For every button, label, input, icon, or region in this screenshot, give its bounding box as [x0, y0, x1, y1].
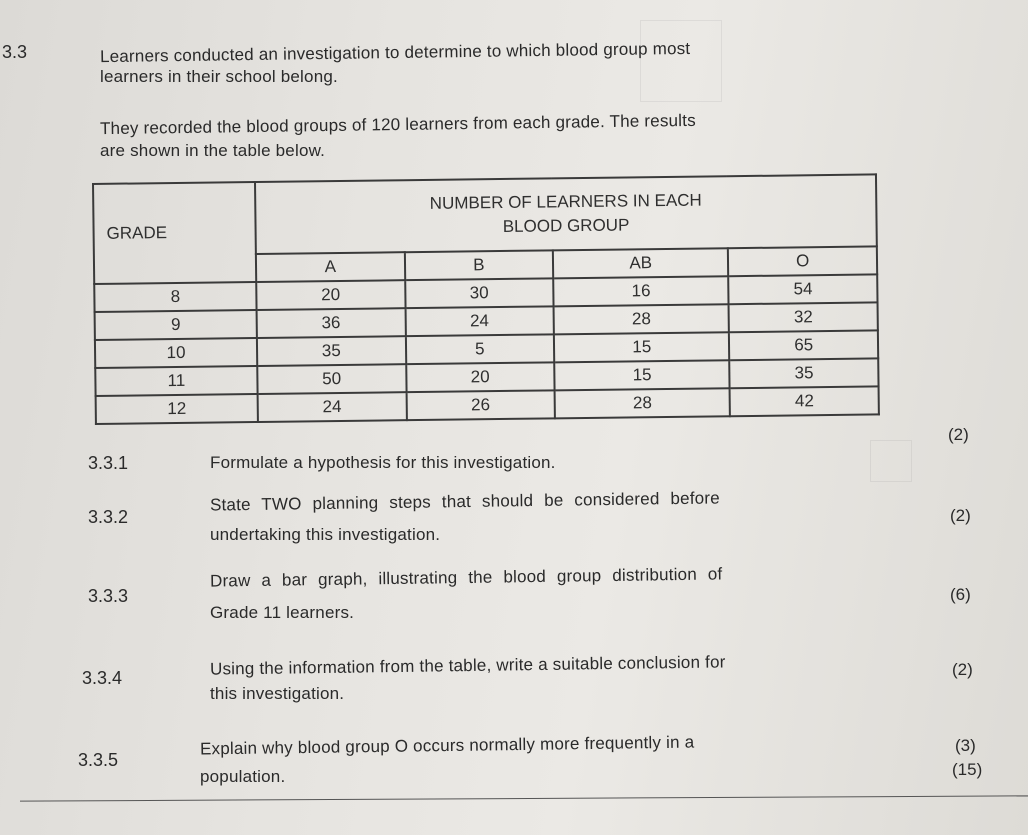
grade-cell: 11	[95, 366, 257, 396]
value-cell: 16	[553, 276, 729, 306]
marks: (2)	[952, 660, 973, 679]
blood-group-table	[92, 173, 880, 425]
value-cell: 20	[256, 280, 405, 310]
blood-group-header-line2: BLOOD GROUP	[502, 215, 630, 236]
subquestion-text: Using the information from the table, write a suitable conclusion for	[209, 652, 726, 679]
grade-cell: 9	[95, 310, 257, 340]
column-header-a: A	[256, 252, 405, 282]
bleed-through-box	[640, 20, 722, 102]
value-cell: 32	[729, 302, 878, 332]
value-cell: 36	[257, 308, 406, 338]
subquestion-text: Draw a bar graph, illustrating the blood group distribution of	[209, 564, 723, 591]
subquestion-text: this investigation.	[210, 684, 345, 703]
value-cell: 24	[258, 392, 407, 422]
blood-group-header-line1: NUMBER OF LEARNERS IN EACH	[429, 190, 702, 213]
subquestion-number: 3.3.2	[88, 507, 129, 527]
value-cell: 54	[729, 274, 878, 304]
value-cell: 28	[555, 388, 731, 418]
value-cell: 26	[406, 390, 555, 420]
value-cell: 20	[406, 362, 555, 392]
value-cell: 15	[554, 360, 730, 390]
subquestion-text: population.	[200, 767, 286, 786]
question-number: 3.3	[2, 42, 28, 62]
column-header-ab: AB	[553, 248, 729, 278]
column-header-b: B	[404, 250, 553, 280]
subquestion-text: Explain why blood group O occurs normally more frequently in a	[199, 732, 695, 759]
grade-header: GRADE	[93, 182, 256, 284]
subquestion-text: Formulate a hypothesis for this investigation.	[210, 453, 556, 472]
subquestion-text: Grade 11 learners.	[210, 603, 355, 622]
value-cell: 15	[554, 332, 730, 362]
subquestion-number: 3.3.5	[78, 750, 119, 770]
subquestion-number: 3.3.3	[88, 586, 129, 606]
grade-cell: 12	[96, 394, 258, 424]
blood-group-header	[255, 174, 877, 254]
intro-line-1: Learners conducted an investigation to determine to which blood group most	[99, 38, 691, 67]
value-cell: 50	[257, 364, 406, 394]
context-line-2: are shown in the table below.	[100, 141, 326, 160]
value-cell: 28	[554, 304, 730, 334]
grade-cell: 10	[95, 338, 257, 368]
value-cell: 35	[257, 336, 406, 366]
marks: (6)	[950, 585, 971, 604]
value-cell: 65	[729, 330, 878, 360]
total-marks: (15)	[952, 760, 983, 779]
context-line-1: They recorded the blood groups of 120 learners from each grade. The results	[99, 110, 696, 139]
bleed-through-box	[870, 440, 912, 482]
marks: (2)	[948, 425, 969, 444]
subquestion-number: 3.3.1	[88, 453, 129, 473]
value-cell: 42	[730, 386, 879, 416]
value-cell: 5	[405, 334, 554, 364]
value-cell: 24	[405, 306, 554, 336]
subquestion-number: 3.3.4	[82, 668, 123, 688]
value-cell: 30	[405, 278, 554, 308]
column-header-o: O	[728, 246, 877, 276]
subquestion-text: State TWO planning steps that should be considered before	[209, 488, 720, 515]
intro-line-2: learners in their school belong.	[100, 67, 338, 86]
marks: (2)	[950, 506, 971, 525]
section-divider	[20, 795, 1028, 801]
value-cell: 35	[730, 358, 879, 388]
subquestion-text: undertaking this investigation.	[210, 525, 441, 544]
marks: (3)	[955, 736, 976, 755]
grade-cell: 8	[94, 282, 256, 312]
